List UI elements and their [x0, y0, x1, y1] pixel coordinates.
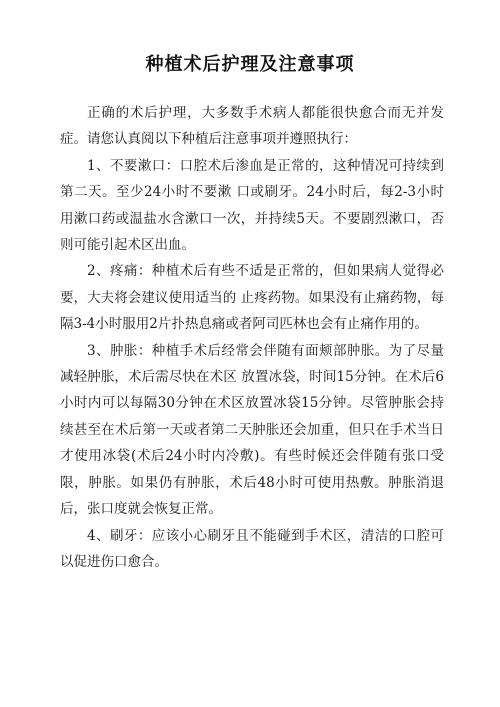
- intro-paragraph: 正确的术后护理，大多数手术病人都能很快愈合而无并发症。请您认真阅以下种植后注意事项并遵照执行：: [60, 105, 444, 148]
- document-body: [60, 100, 444, 575]
- item-3-swelling: 3、肿胀：种植手术后经常会伴随有面颊部肿胀。为了尽量减轻肿胀，术后需尽快在术区 放置冰袋，时间15分钟。在术后6小时内可以每隔30分钟在术区放置冰袋15分钟。尽管肿胀会持续甚至在术后第一天或者第二天肿胀还会加重，但只在手术当日才使用冰袋(术后24小时内冷敷)。有些时候还会伴随有张口受限，肿胀。如果仍有肿胀，术后48小时可使用热敷。肿胀消退后，张口度就会恢复正常。: [60, 342, 444, 518]
- item-1-no-rinsing: 1、不要漱口：口腔术后渗血是正常的，这种情况可持续到第二天。至少24小时不要漱 口或刷牙。24小时后，每2-3小时用漱口药或温盐水含漱口一次，并持续5天。不要剧烈漱口，否则可能引起术区出血。: [60, 157, 444, 254]
- document-title: 种植术后护理及注意事项: [145, 54, 355, 75]
- item-2-pain: 2、疼痛：种植术后有些不适是正常的，但如果病人觉得必要，大夫将会建议使用适当的 止疼药物。如果没有止痛药物，每隔3-4小时服用2片扑热息痛或者阿司匹林也会有止痛作用的。: [60, 263, 444, 333]
- item-4-brushing: 4、刷牙：应该小心刷牙且不能碰到手术区，清洁的口腔可以促进伤口愈合。: [60, 527, 444, 570]
